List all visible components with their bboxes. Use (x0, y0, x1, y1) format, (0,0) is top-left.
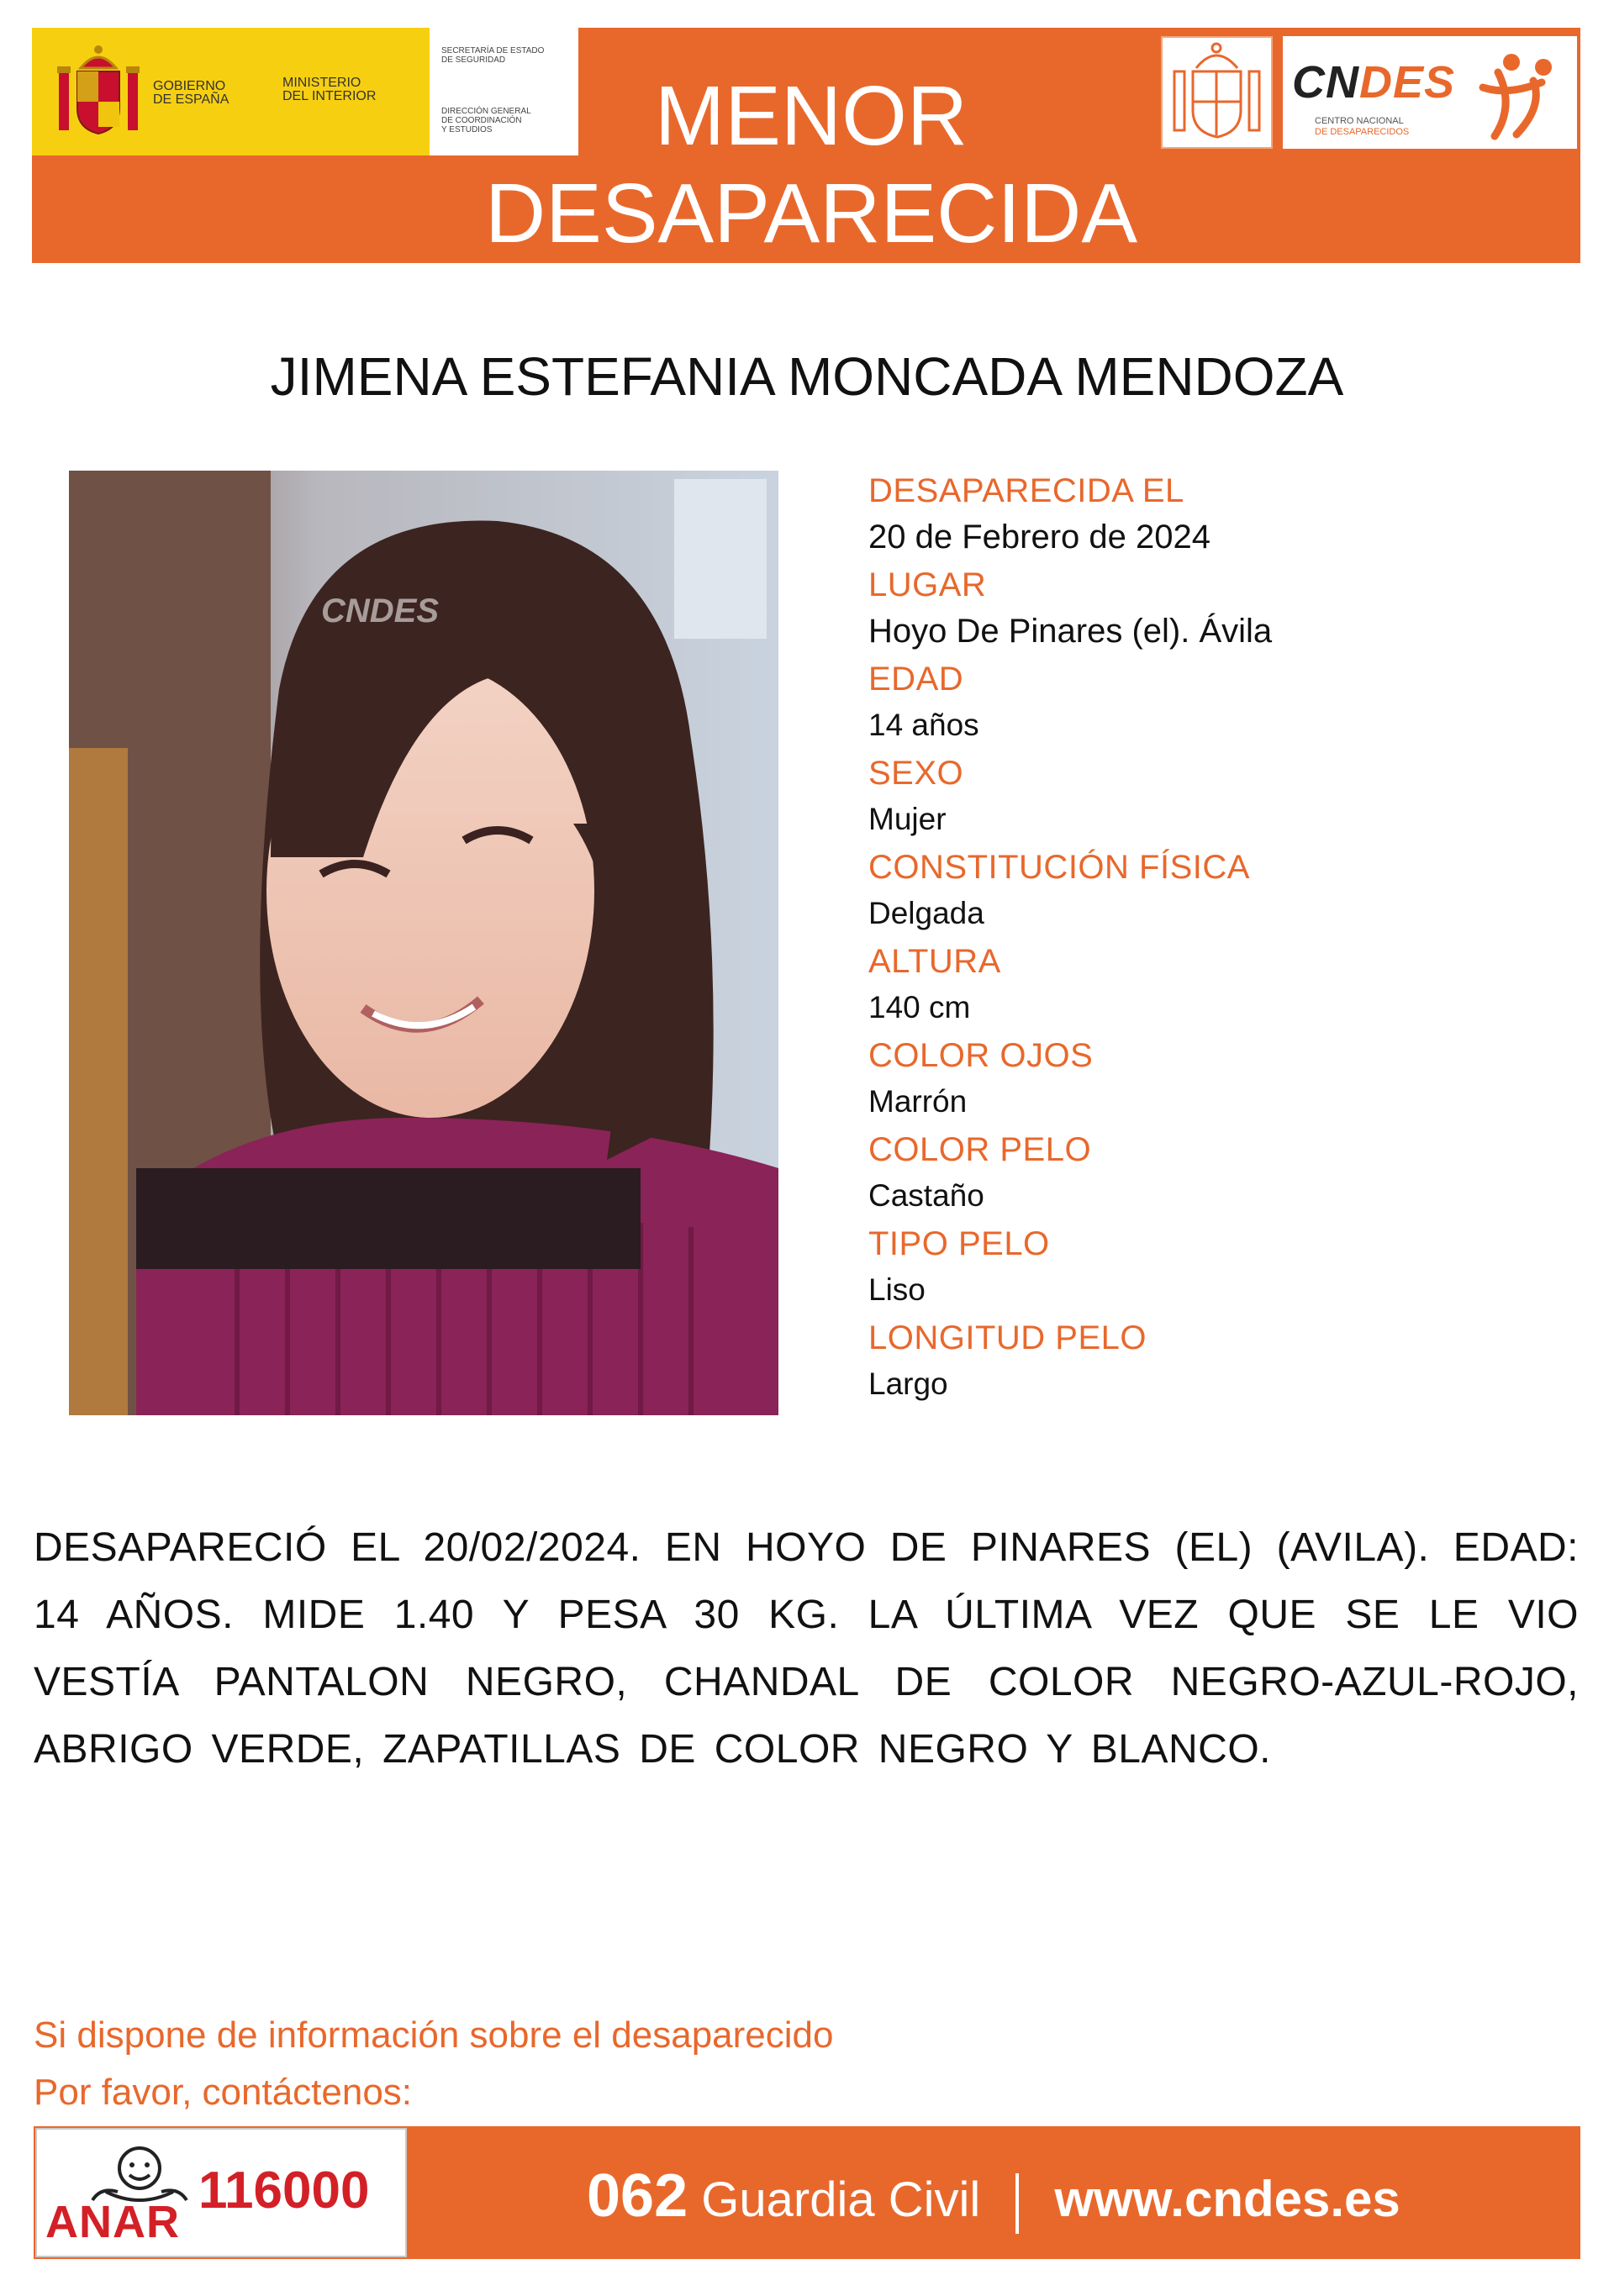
ministerio-text: MINISTERIO DEL INTERIOR (282, 76, 377, 103)
footer-contact (587, 2158, 1400, 2234)
direccion-text: DIRECCIÓN GENERAL DE COORDINACIÓN Y ESTUDIOS (441, 107, 531, 134)
detail-label: CONSTITUCIÓN FÍSICA (868, 849, 1250, 886)
detail-lugar (868, 563, 1558, 656)
info-line1: Si dispone de información sobre el desaparecido (34, 2014, 834, 2056)
cndes-sub2: DE DESAPARECIDOS (1315, 127, 1410, 137)
detail-altura (868, 940, 1558, 1032)
detail-color-pelo (868, 1128, 1558, 1220)
detail-value: Liso (868, 1272, 926, 1307)
guardia-civil-label: Guardia Civil (701, 2172, 981, 2227)
detail-label: ALTURA (868, 943, 1001, 980)
details-panel (868, 469, 1558, 1410)
cndes-figures-icon (1473, 47, 1565, 141)
detail-value: 20 de Febrero de 2024 (868, 519, 1210, 556)
detail-value: Mujer (868, 802, 947, 836)
detail-label: TIPO PELO (868, 1225, 1050, 1262)
footer-divider (1015, 2173, 1019, 2234)
anar-logo-text: ANAR (45, 2197, 180, 2247)
cndes-sub1: CENTRO NACIONAL (1315, 116, 1404, 126)
detail-value: 140 cm (868, 990, 971, 1024)
description-text: DESAPARECIÓ EL 20/02/2024. EN HOYO DE PINARES (EL) (AVILA). EDAD: 14 AÑOS. MIDE 1.40 Y PESA 30 KG. LA ÚLTIMA VEZ QUE SE LE VIO VESTÍA PANTALON NEGRO, CHANDAL DE COLOR NEGRO-AZUL-ROJO, ABRIGO VERDE, ZAPATILLAS DE COLOR NEGRO Y BLANCO. (34, 1525, 1579, 1772)
guardia-civil-phone[interactable]: 062 (587, 2162, 688, 2230)
header-title-line2: DESAPARECIDA (484, 166, 1138, 261)
detail-tipo-pelo (868, 1222, 1558, 1314)
detail-label: SEXO (868, 755, 964, 792)
detail-value: Marrón (868, 1084, 968, 1119)
detail-label: COLOR PELO (868, 1131, 1092, 1168)
detail-sexo (868, 751, 1558, 844)
detail-constitucion (868, 845, 1558, 938)
secretaria-text: SECRETARÍA DE ESTADO DE SEGURIDAD (441, 46, 545, 65)
coat-of-arms-box (1161, 36, 1273, 149)
detail-edad (868, 657, 1558, 750)
header-title (361, 67, 1261, 262)
detail-longitud-pelo (868, 1316, 1558, 1409)
detail-value: Hoyo De Pinares (el). Ávila (868, 613, 1273, 650)
cndes-logo: CNDES (1292, 57, 1456, 108)
detail-value: 14 años (868, 708, 979, 742)
detail-desaparecida (868, 469, 1558, 561)
detail-label: DESAPARECIDA EL (868, 472, 1184, 509)
person-photo (69, 471, 778, 1415)
anar-phone[interactable]: 116000 (198, 2162, 370, 2220)
gobierno-text: GOBIERNO DE ESPAÑA (153, 79, 229, 107)
website-link[interactable]: www.cndes.es (1054, 2171, 1400, 2227)
detail-label: COLOR OJOS (868, 1037, 1094, 1074)
detail-color-ojos (868, 1034, 1558, 1126)
photo-watermark: CNDES (321, 592, 440, 629)
detail-value: Castaño (868, 1178, 984, 1213)
info-line2: Por favor, contáctenos: (34, 2072, 413, 2113)
detail-label: LONGITUD PELO (868, 1319, 1147, 1356)
header-title-line1: MENOR (654, 69, 968, 163)
person-name: JIMENA ESTEFANIA MONCADA MENDOZA (270, 346, 1344, 407)
spain-coat-of-arms-icon (1163, 38, 1271, 147)
detail-label: LUGAR (868, 566, 987, 603)
detail-label: EDAD (868, 661, 964, 698)
spain-coat-of-arms-icon (52, 43, 145, 142)
detail-value: Largo (868, 1367, 948, 1401)
detail-value: Delgada (868, 896, 984, 930)
